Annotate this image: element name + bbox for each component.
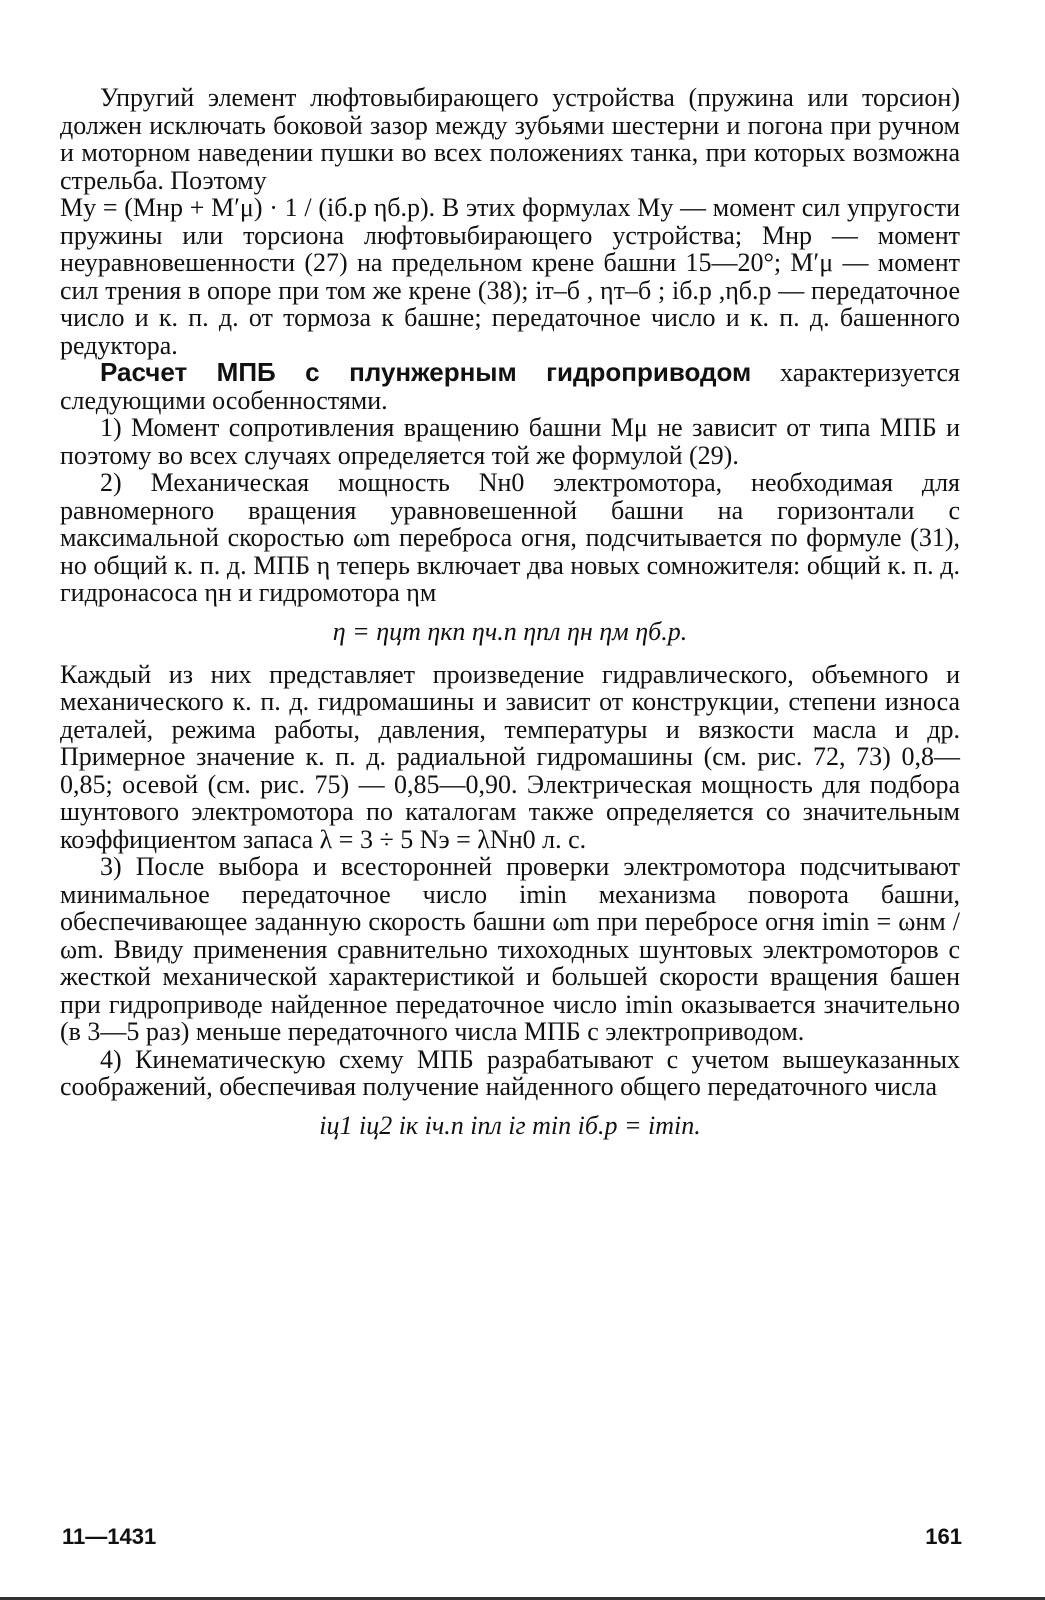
paragraph-1: Упругий элемент люфтовыбирающего устройства (пружина или торсион) должен исключать боковой зазор между зубьями шестерни и погона при ручном и моторном наведении пушки во всех положениях танка, при которых возможна стрельба. Поэтому bbox=[60, 83, 960, 195]
page-number: 161 bbox=[925, 1524, 962, 1549]
paragraph-3 bbox=[60, 359, 960, 414]
paragraph-4: 1) Момент сопротивления вращению башни Mμ не зависит от типа МПБ и поэтому во всех случаях определяется той же формулой (29). bbox=[60, 413, 960, 470]
section-heading-rest: характеризуется следующими особенностями. bbox=[60, 358, 960, 415]
section-heading: Расчет МПБ с плунжерным гидроприводом bbox=[100, 357, 752, 387]
paragraph-2: Mу = (Mнр + M′μ) · 1 / (iб.р ηб.р). В этих формулах Mу — момент сил упругости пружины или торсиона люфтовыбирающего устройства; Mнр — момент неуравновешенности (27) на предельном крене башни 15—20°; M′μ — момент сил трения в опоре при том же крене (38); iт–б , ηт–б ; iб.р ,ηб.р — передаточное число и к. п. д. от тормоза к башне; передаточное число и к. п. д. башенного редуктора. bbox=[60, 193, 960, 360]
paragraph-5: 2) Механическая мощность Nн0 электромотора, необходимая для равномерного вращения уравновешенной башни на горизонтали с максимальной скоростью ωm переброса огня, подсчитывается по формуле (31), но общий к. п. д. МПБ η теперь включает два новых сомножителя: общий к. п. д. гидронасоса ηн и гидромотора ηм bbox=[60, 468, 960, 607]
formula-gear-ratio: iц1 iц2 iк iч.п iпл iг min iб.р = imin. bbox=[319, 1110, 701, 1140]
page-body bbox=[60, 84, 960, 1155]
page-footer bbox=[62, 1524, 962, 1550]
paragraph-6: Каждый из них представляет произведение гидравлического, объемного и механического к. п. д. гидромашины и зависит от конструкции, степени износа деталей, режима работы, давления, температуры и вязкости масла и др. Примерное значение к. п. д. радиальной гидромашины (см. рис. 72, 73) 0,8—0,85; осевой (см. рис. 75) — 0,85—0,90. Электрическая мощность для подбора шунтового электромотора по каталогам также определяется со значительным коэффициентом запаса λ = 3 ÷ 5 Nэ = λNн0 л. с. bbox=[60, 659, 960, 854]
printer-signature: 11—1431 bbox=[62, 1524, 157, 1549]
formula-efficiency: η = ηцm ηкn ηч.п ηпл ηн ηм ηб.р. bbox=[332, 616, 688, 646]
paragraph-7: 3) После выбора и всесторонней проверки электромотора подсчитывают минимальное передаточное число imin механизма поворота башни, обеспечивающее заданную скорость башни ωm при перебросе огня imin = ωнм / ωm. Ввиду применения сравнительно тихоходных шунтовых электромоторов с жесткой механической характеристикой и большей скорости вращения башен при гидроприводе найденное передаточное число imin оказывается значительно (в 3—5 раз) меньше передаточного числа МПБ с электроприводом. bbox=[60, 852, 960, 1046]
paragraph-8: 4) Кинематическую схему МПБ разрабатывают с учетом вышеуказанных соображений, обеспечивая получение найденного общего передаточного числа bbox=[60, 1044, 960, 1101]
